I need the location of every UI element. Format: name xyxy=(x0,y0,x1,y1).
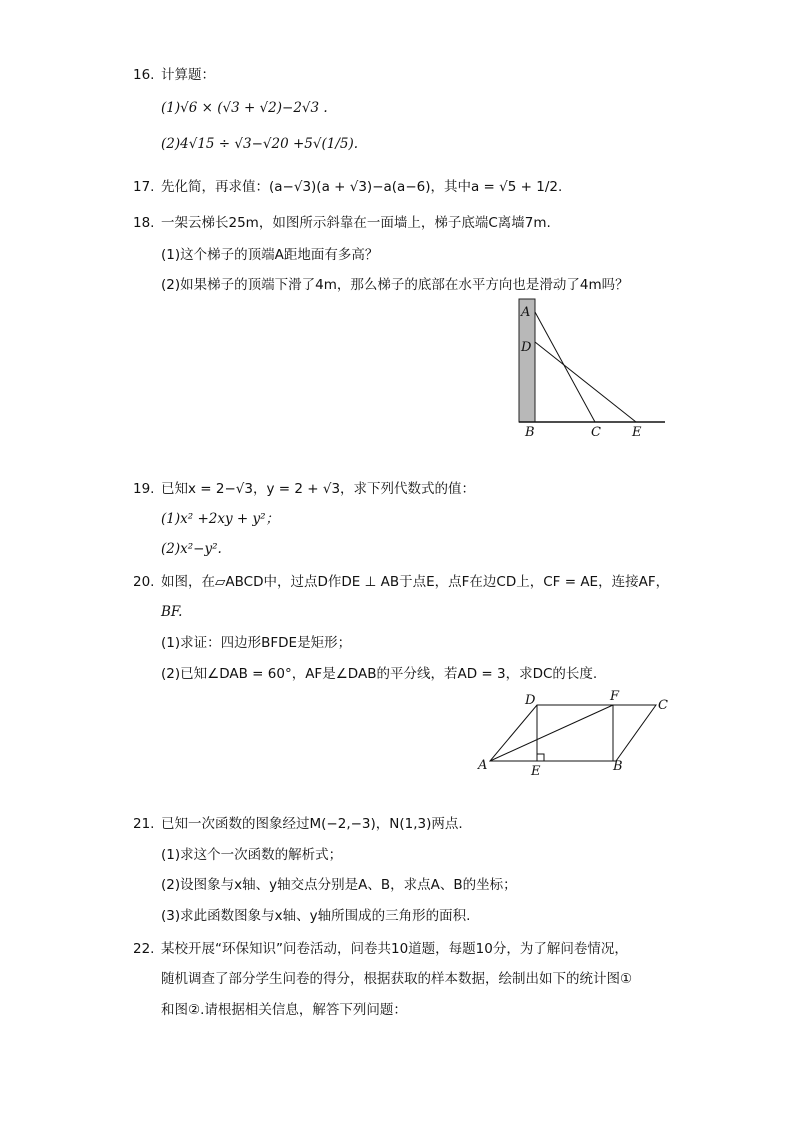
ladder-de xyxy=(535,342,636,422)
label-f: F xyxy=(610,689,620,704)
question-stem: 已知x = 2−√3，y = 2 + √3，求下列代数式的值： xyxy=(161,481,476,497)
sub-question: (3)求此函数图象与x轴、y轴所围成的三角形的面积. xyxy=(161,908,471,924)
question-number: 21. xyxy=(133,816,155,832)
label-a: A xyxy=(521,305,531,320)
question-stem: 计算题： xyxy=(161,67,215,83)
sub-question: (1)这个梯子的顶端A距地面有多高？ xyxy=(161,247,379,263)
ladder-figure xyxy=(500,295,675,445)
label-b: B xyxy=(613,759,623,774)
right-angle-mark xyxy=(537,754,544,761)
label-d: D xyxy=(521,340,532,355)
question-stem-cont: 和图②.请根据相关信息，解答下列问题： xyxy=(161,1002,407,1018)
question-stem: 某校开展“环保知识”问卷活动，问卷共10道题，每题10分，为了解问卷情况， xyxy=(161,941,628,957)
question-stem: 已知一次函数的图象经过M(−2,−3)，N(1,3)两点. xyxy=(161,816,463,832)
sub-question: (1)x² +2xy + y²； xyxy=(161,511,280,527)
label-a: A xyxy=(478,758,488,773)
question-stem-cont: BF. xyxy=(161,604,183,620)
sub-question: (1)求这个一次函数的解析式； xyxy=(161,847,343,863)
sub-question: (2)x²−y². xyxy=(161,541,222,557)
question-stem-cont: 随机调查了部分学生问卷的得分，根据获取的样本数据，绘制出如下的统计图① xyxy=(161,971,633,987)
label-c: C xyxy=(591,425,601,440)
question-number: 16. xyxy=(133,67,155,83)
question-number: 19. xyxy=(133,481,155,497)
question-stem: 一架云梯长25m，如图所示斜靠在一面墙上，梯子底端C离墙7m. xyxy=(161,215,551,231)
label-e: E xyxy=(632,425,642,440)
ladder-ac xyxy=(535,312,595,422)
sub-question: (2)设图象与x轴、y轴交点分别是A、B，求点A、B的坐标； xyxy=(161,877,517,893)
parallelogram-abcd xyxy=(490,705,656,761)
sub-question: (2)如果梯子的顶端下滑了4m，那么梯子的底部在水平方向也是滑动了4m吗？ xyxy=(161,277,629,293)
sub-question: (1)√6 × (√3 + √2)−2√3 . xyxy=(161,100,328,116)
segment-af xyxy=(490,705,613,761)
sub-question: (1)求证：四边形BFDE是矩形； xyxy=(161,635,352,651)
label-e: E xyxy=(531,764,541,779)
question-number: 20. xyxy=(133,574,155,590)
label-c: C xyxy=(658,698,668,713)
question-number: 18. xyxy=(133,215,155,231)
label-b: B xyxy=(525,425,535,440)
question-stem: 先化简，再求值：(a−√3)(a + √3)−a(a−6)，其中a = √5 + 1/2. xyxy=(161,179,563,195)
parallelogram-figure xyxy=(470,685,680,780)
question-stem: 如图，在▱ABCD中，过点D作DE ⊥ AB于点E，点F在边CD上，CF = AE，连接AF， xyxy=(161,574,670,590)
sub-question: (2)已知∠DAB = 60°，AF是∠DAB的平分线，若AD = 3，求DC的长度. xyxy=(161,666,598,682)
question-number: 22. xyxy=(133,941,155,957)
question-number: 17. xyxy=(133,179,155,195)
label-d: D xyxy=(525,693,536,708)
sub-question: (2)4√15 ÷ √3−√20 +5√(1/5). xyxy=(161,136,359,152)
